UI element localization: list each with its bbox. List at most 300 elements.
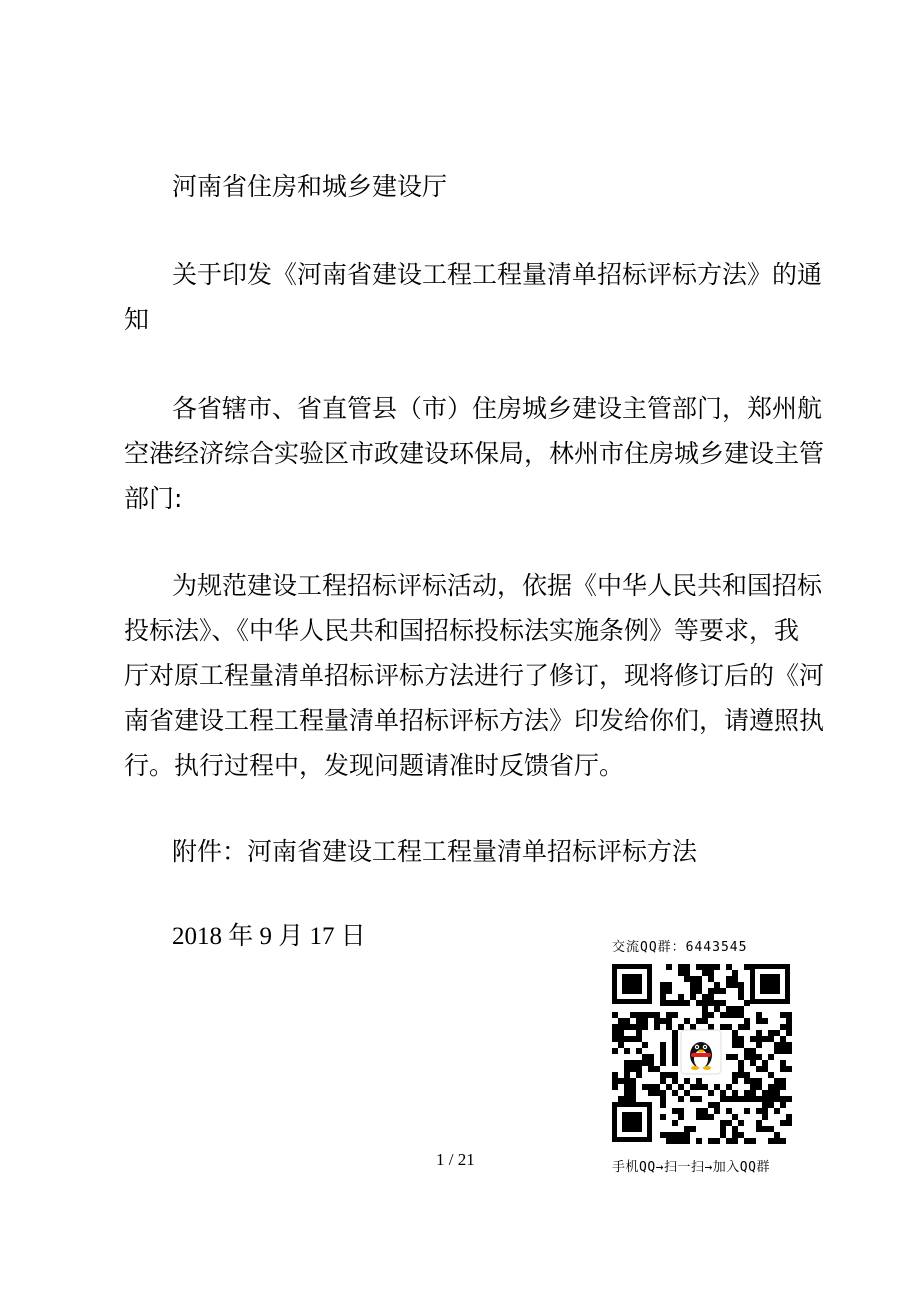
qr-module <box>660 1090 666 1096</box>
qr-module <box>690 1126 696 1132</box>
qr-module <box>726 1120 732 1126</box>
qr-module <box>678 970 684 976</box>
qr-module <box>780 1048 786 1054</box>
qr-module <box>732 1054 738 1060</box>
qr-module <box>786 1024 792 1030</box>
qr-module <box>678 1084 684 1090</box>
qr-module <box>624 1024 630 1030</box>
qr-module <box>762 1096 768 1102</box>
qr-module <box>708 994 714 1000</box>
qr-module <box>618 1096 624 1102</box>
qr-module <box>780 1042 786 1048</box>
qr-module <box>672 1060 678 1066</box>
qr-module <box>678 1024 684 1030</box>
qr-module <box>738 1066 744 1072</box>
qr-module <box>672 1132 678 1138</box>
qr-module <box>780 1084 786 1090</box>
qr-module <box>666 988 672 994</box>
qr-module <box>756 1096 762 1102</box>
qr-module <box>696 1138 702 1144</box>
qr-module <box>684 970 690 976</box>
qr-module <box>756 1066 762 1072</box>
qr-module <box>768 1138 774 1144</box>
qr-module <box>726 1108 732 1114</box>
qr-module <box>624 1048 630 1054</box>
qr-module <box>738 982 744 988</box>
qr-module <box>720 1096 726 1102</box>
qr-module <box>624 1036 630 1042</box>
qr-module <box>636 1048 642 1054</box>
qr-module <box>768 1090 774 1096</box>
qr-module <box>762 1036 768 1042</box>
body-line-3: 厅对原工程量清单招标评标方法进行了修订，现将修订后的《河 <box>124 661 825 690</box>
qr-module <box>678 1132 684 1138</box>
qr-module <box>636 1018 642 1024</box>
qr-module <box>744 1024 750 1030</box>
qr-module <box>762 1060 768 1066</box>
qr-module <box>624 1096 630 1102</box>
qr-module <box>660 994 666 1000</box>
qr-module <box>702 970 708 976</box>
qr-module <box>708 976 714 982</box>
qr-module <box>672 1012 678 1018</box>
qr-module <box>618 1036 624 1042</box>
qr-module <box>660 1048 666 1054</box>
qr-module <box>666 964 672 970</box>
qr-module <box>696 1096 702 1102</box>
notice-title-line-1: 关于印发《河南省建设工程工程量清单招标评标方法》的通 <box>172 260 823 289</box>
qr-module <box>672 1030 678 1036</box>
qr-module <box>744 964 750 970</box>
qr-module <box>666 1024 672 1030</box>
qr-module <box>714 988 720 994</box>
qr-module <box>744 1048 750 1054</box>
qr-module <box>666 1012 672 1018</box>
qr-module <box>612 1084 618 1090</box>
attachment-line: 附件：河南省建设工程工程量清单招标评标方法 <box>172 837 698 866</box>
qr-module <box>702 1018 708 1024</box>
qr-module <box>672 1036 678 1042</box>
qr-module <box>630 1078 636 1084</box>
qr-module <box>684 1078 690 1084</box>
qr-module <box>654 1018 660 1024</box>
qr-module <box>714 1138 720 1144</box>
qr-module <box>744 1072 750 1078</box>
qr-module <box>756 1042 762 1048</box>
qr-module <box>630 1024 636 1030</box>
qr-module <box>654 1084 660 1090</box>
qr-module <box>630 1090 636 1096</box>
qr-module <box>618 1024 624 1030</box>
qr-module <box>780 1120 786 1126</box>
qr-module <box>780 1012 786 1018</box>
qr-module <box>756 1012 762 1018</box>
qr-module <box>780 1102 786 1108</box>
qr-module <box>720 1000 726 1006</box>
qr-module <box>648 1084 654 1090</box>
qr-module <box>774 1042 780 1048</box>
qr-module <box>732 1090 738 1096</box>
qr-module <box>660 1114 666 1120</box>
qr-module <box>738 1012 744 1018</box>
qr-module <box>660 1078 666 1084</box>
qr-module <box>642 1060 648 1066</box>
qr-module <box>666 1138 672 1144</box>
qr-module <box>720 1024 726 1030</box>
qr-module <box>726 976 732 982</box>
qr-module <box>774 1084 780 1090</box>
qr-module <box>762 1114 768 1120</box>
qr-module <box>768 1054 774 1060</box>
qr-module <box>654 1090 660 1096</box>
qr-module <box>624 1084 630 1090</box>
qr-module <box>786 1066 792 1072</box>
qr-code[interactable] <box>610 962 792 1144</box>
qr-module <box>744 1078 750 1084</box>
qr-module <box>756 1078 762 1084</box>
qr-module <box>672 1072 678 1078</box>
qr-module <box>768 1072 774 1078</box>
qr-module <box>738 1006 744 1012</box>
qr-module <box>672 1078 678 1084</box>
qr-module <box>696 1084 702 1090</box>
qr-module <box>636 1036 642 1042</box>
qr-module <box>660 982 666 988</box>
qr-module <box>672 1042 678 1048</box>
qr-module <box>618 1018 624 1024</box>
qr-module <box>618 1042 624 1048</box>
qr-finder-top-left <box>612 964 652 1004</box>
qr-module <box>756 1018 762 1024</box>
qr-module <box>762 1090 768 1096</box>
body-line-4: 南省建设工程工程量清单招标评标方法》印发给你们，请遵照执 <box>124 706 825 735</box>
qr-module <box>696 976 702 982</box>
qr-module <box>732 1132 738 1138</box>
qr-module <box>786 1012 792 1018</box>
qr-module <box>726 1138 732 1144</box>
qr-module <box>648 1012 654 1018</box>
qr-module <box>666 1018 672 1024</box>
qr-module <box>738 1024 744 1030</box>
body-line-1: 为规范建设工程招标评标活动，依据《中华人民共和国招标 <box>172 571 823 600</box>
qr-module <box>744 1138 750 1144</box>
qr-module <box>714 1108 720 1114</box>
qr-module <box>672 1000 678 1006</box>
qr-module <box>666 1132 672 1138</box>
qr-module <box>702 1000 708 1006</box>
qr-module <box>678 964 684 970</box>
qr-module <box>642 1042 648 1048</box>
qr-module <box>684 1090 690 1096</box>
qr-module <box>690 982 696 988</box>
body-line-2: 投标法》、《中华人民共和国招标投标法实施条例》等要求，我 <box>124 616 800 645</box>
qr-module <box>738 1072 744 1078</box>
qr-module <box>630 1066 636 1072</box>
qr-module <box>780 1078 786 1084</box>
qr-module <box>696 982 702 988</box>
qr-module <box>672 1048 678 1054</box>
qr-module <box>690 1024 696 1030</box>
qr-module <box>654 1024 660 1030</box>
qr-module <box>678 1114 684 1120</box>
qr-module <box>780 1066 786 1072</box>
qr-module <box>774 1048 780 1054</box>
qr-finder-top-right <box>750 964 790 1004</box>
qr-module <box>702 1108 708 1114</box>
qr-module <box>708 964 714 970</box>
qr-module <box>708 1114 714 1120</box>
qr-module <box>684 964 690 970</box>
qr-module <box>720 1126 726 1132</box>
qr-module <box>618 1030 624 1036</box>
qr-module <box>768 1036 774 1042</box>
qr-module <box>786 1048 792 1054</box>
qr-module <box>624 1060 630 1066</box>
qr-module <box>744 1108 750 1114</box>
qr-module <box>666 982 672 988</box>
qr-module <box>696 1000 702 1006</box>
qr-module <box>636 1024 642 1030</box>
qr-module <box>720 988 726 994</box>
qr-module <box>612 1072 618 1078</box>
document-date: 2018 年 9 月 17 日 <box>172 923 366 950</box>
recipient-line-2: 空港经济综合实验区市政建设环保局，林州市住房城乡建设主管 <box>124 439 825 468</box>
page-number: 1 / 21 <box>436 1150 475 1169</box>
qr-module <box>648 1090 654 1096</box>
qr-module <box>678 994 684 1000</box>
qr-module <box>744 1054 750 1060</box>
qr-module <box>660 988 666 994</box>
qr-module <box>738 1132 744 1138</box>
qr-module <box>726 1024 732 1030</box>
qr-module <box>684 1126 690 1132</box>
qr-module <box>726 1006 732 1012</box>
qr-module <box>768 1096 774 1102</box>
body-line-5: 行。执行过程中，发现问题请准时反馈省厅。 <box>124 751 625 780</box>
qr-module <box>696 1114 702 1120</box>
qr-module <box>642 1018 648 1024</box>
qr-module <box>702 1006 708 1012</box>
qr-module <box>744 1018 750 1024</box>
qr-module <box>762 1102 768 1108</box>
qr-module <box>642 1084 648 1090</box>
qr-module <box>684 1000 690 1006</box>
qr-module <box>708 970 714 976</box>
qr-module <box>678 1000 684 1006</box>
qr-module <box>708 988 714 994</box>
issuer: 河南省住房和城乡建设厅 <box>172 172 448 201</box>
qr-module <box>726 1012 732 1018</box>
qr-module <box>660 1132 666 1138</box>
qr-module <box>744 1000 750 1006</box>
qr-module <box>642 1024 648 1030</box>
qr-module <box>786 1042 792 1048</box>
qr-module <box>768 1102 774 1108</box>
qr-module <box>714 964 720 970</box>
qr-module <box>786 1114 792 1120</box>
qr-module <box>696 988 702 994</box>
qr-module <box>744 1096 750 1102</box>
qr-module <box>720 1012 726 1018</box>
qr-module <box>756 1084 762 1090</box>
qr-module <box>774 1138 780 1144</box>
notice-title-line-2: 知 <box>124 305 150 334</box>
qr-module <box>774 1030 780 1036</box>
qr-module <box>786 1120 792 1126</box>
qr-module <box>672 1090 678 1096</box>
qr-module <box>696 964 702 970</box>
qr-module <box>768 1126 774 1132</box>
qr-module <box>630 1096 636 1102</box>
qr-module <box>684 1138 690 1144</box>
qr-module <box>738 1096 744 1102</box>
qr-module <box>666 1072 672 1078</box>
recipient-line-1: 各省辖市、省直管县（市）住房城乡建设主管部门，郑州航 <box>172 394 823 423</box>
qr-module <box>708 1102 714 1108</box>
qr-module <box>774 1108 780 1114</box>
recipient-line-3: 部门: <box>124 484 183 513</box>
qr-module <box>624 1078 630 1084</box>
qr-module <box>714 1000 720 1006</box>
qr-module <box>744 1090 750 1096</box>
qr-module <box>660 1054 666 1060</box>
qr-module <box>708 1024 714 1030</box>
qr-module <box>660 1018 666 1024</box>
qr-module <box>780 1096 786 1102</box>
qr-module <box>654 1012 660 1018</box>
qr-module <box>756 1120 762 1126</box>
qr-module <box>726 1096 732 1102</box>
qr-module <box>756 1030 762 1036</box>
qr-module <box>654 1066 660 1072</box>
qr-module <box>630 1084 636 1090</box>
qr-module <box>630 1060 636 1066</box>
qr-module <box>690 994 696 1000</box>
qr-module <box>630 1036 636 1042</box>
qq-penguin-icon <box>681 1030 721 1074</box>
qr-module <box>708 1012 714 1018</box>
qr-module <box>630 1012 636 1018</box>
qr-module <box>732 1096 738 1102</box>
qr-module <box>750 1138 756 1144</box>
qr-module <box>696 1018 702 1024</box>
qr-module <box>660 1096 666 1102</box>
qr-module <box>726 964 732 970</box>
qr-module <box>738 1120 744 1126</box>
qr-module <box>714 1084 720 1090</box>
qr-module <box>762 1126 768 1132</box>
qr-module <box>780 1060 786 1066</box>
qr-module <box>672 1108 678 1114</box>
qr-module <box>780 1024 786 1030</box>
qr-module <box>774 1090 780 1096</box>
qr-module <box>732 1042 738 1048</box>
qr-module <box>612 1024 618 1030</box>
qr-module <box>750 1036 756 1042</box>
qr-module <box>774 1078 780 1084</box>
qr-module <box>750 1096 756 1102</box>
qq-scan-instruction: 手机QQ→扫一扫→加入QQ群 <box>612 1160 770 1175</box>
qr-module <box>732 1030 738 1036</box>
qr-module <box>648 1066 654 1072</box>
qr-module <box>750 1078 756 1084</box>
qr-module <box>684 1132 690 1138</box>
qr-module <box>684 976 690 982</box>
qr-module <box>618 1078 624 1084</box>
qr-module <box>756 1126 762 1132</box>
qr-module <box>702 1084 708 1090</box>
qr-module <box>768 1030 774 1036</box>
qr-module <box>738 1060 744 1066</box>
qr-module <box>726 982 732 988</box>
qr-module <box>720 1090 726 1096</box>
qr-module <box>612 1078 618 1084</box>
qr-module <box>732 1012 738 1018</box>
qr-module <box>702 1012 708 1018</box>
qr-module <box>666 1000 672 1006</box>
qr-module <box>756 1108 762 1114</box>
qr-module <box>774 1132 780 1138</box>
qr-module <box>702 1114 708 1120</box>
qr-module <box>696 1078 702 1084</box>
qr-module <box>660 1102 666 1108</box>
qr-module <box>720 1120 726 1126</box>
qr-module <box>672 1054 678 1060</box>
qr-module <box>732 982 738 988</box>
qr-module <box>726 1084 732 1090</box>
qr-module <box>732 1126 738 1132</box>
qr-module <box>750 1048 756 1054</box>
qr-module <box>684 1018 690 1024</box>
qr-module <box>690 1096 696 1102</box>
qr-module <box>732 970 738 976</box>
qr-module <box>738 1042 744 1048</box>
qr-module <box>714 1006 720 1012</box>
qr-module <box>780 1138 786 1144</box>
qr-module <box>708 1090 714 1096</box>
qr-module <box>702 964 708 970</box>
qr-module <box>642 1012 648 1018</box>
qr-module <box>732 1078 738 1084</box>
qr-module <box>624 1018 630 1024</box>
qr-module <box>696 1108 702 1114</box>
qr-module <box>720 1132 726 1138</box>
qr-module <box>672 1138 678 1144</box>
qr-module <box>732 1138 738 1144</box>
qr-module <box>612 1036 618 1042</box>
qr-module <box>714 982 720 988</box>
qr-module <box>660 1060 666 1066</box>
qr-module <box>738 988 744 994</box>
qr-module <box>636 1066 642 1072</box>
qr-module <box>762 1066 768 1072</box>
qr-module <box>690 1084 696 1090</box>
qr-module <box>636 1012 642 1018</box>
qr-module <box>750 1090 756 1096</box>
qr-module <box>636 1030 642 1036</box>
qr-module <box>612 1048 618 1054</box>
qq-group-label: 交流QQ群：6443545 <box>612 940 748 955</box>
qr-module <box>648 1054 654 1060</box>
qr-module <box>738 994 744 1000</box>
qr-module <box>714 1102 720 1108</box>
qr-module <box>612 1030 618 1036</box>
qr-module <box>756 1036 762 1042</box>
qr-module <box>750 1054 756 1060</box>
qr-module <box>702 994 708 1000</box>
qr-module <box>678 1096 684 1102</box>
qr-module <box>642 1054 648 1060</box>
